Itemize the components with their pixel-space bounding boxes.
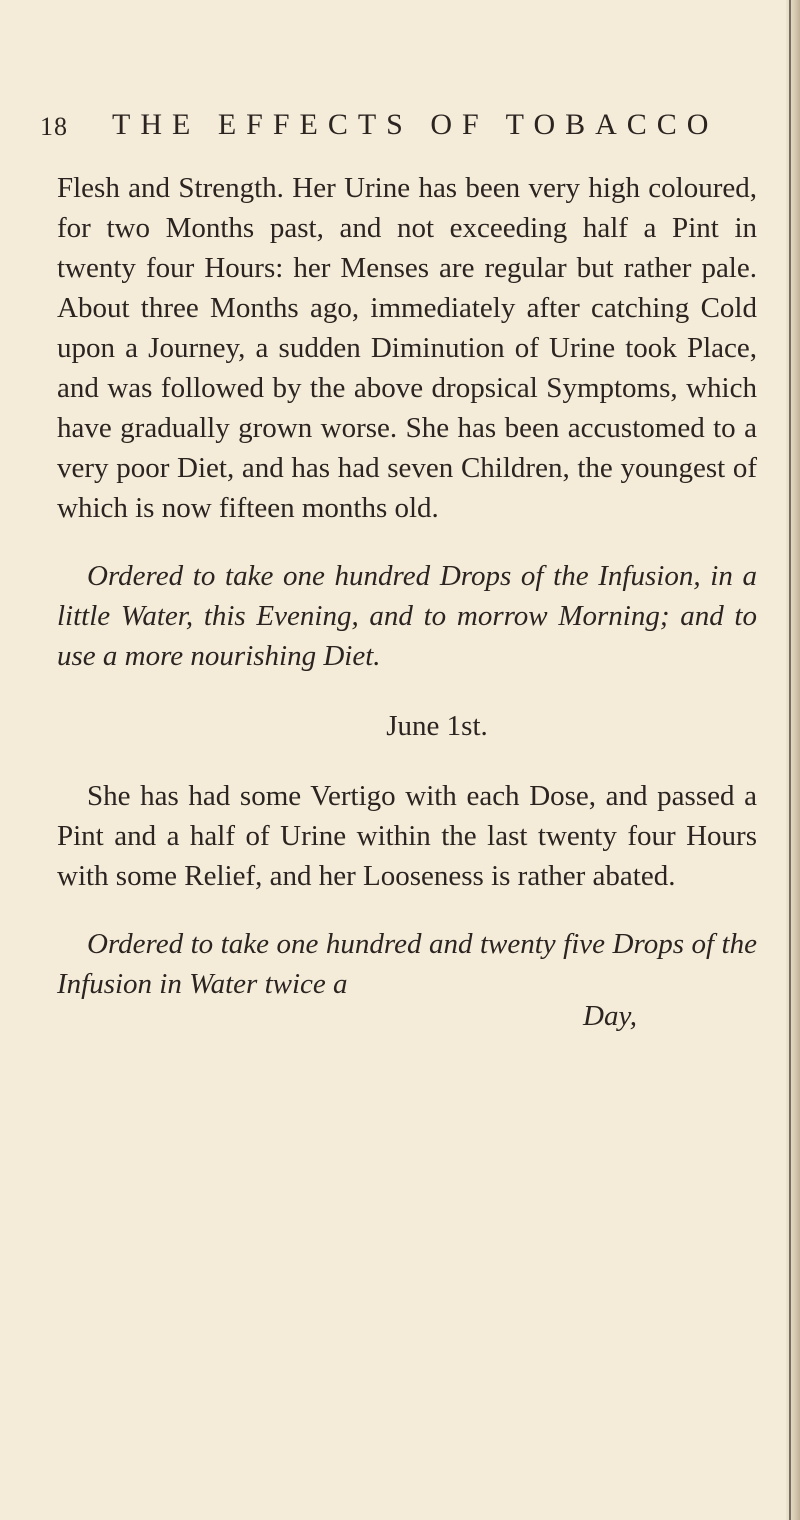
running-title: THE EFFECTS OF TOBACCO: [112, 108, 719, 141]
paragraph-order-2: Ordered to take one hundred and twenty five Drops of the Infusion in Water twice a: [57, 928, 757, 1000]
page-edge-line: [789, 0, 791, 1520]
page-number: 18: [40, 112, 68, 141]
paragraph-case-history: Flesh and Strength. Her Urine has been very high coloured, for two Months past, and not exceeding half a Pint in twenty four Hours: her Menses are regular but rather pale. About three Months ago, immediately after catching Cold upon a Journey, a sudden Diminution of Urine took Place, and was followed by the above dropsical Symptoms, which have gradually grown worse. She has been accustomed to a very poor Diet, and has had seven Children, the youngest of which is now fifteen months old.: [57, 172, 757, 524]
paragraph-order-1: Ordered to take one hundred Drops of the Infusion, in a little Water, this Evening, and to morrow Morning; and to use a more nourishing Diet.: [57, 560, 757, 672]
paragraph-progress: She has had some Vertigo with each Dose, and passed a Pint and a half of Urine within the last twenty four Hours with some Relief, and her Looseness is rather abated.: [57, 780, 757, 892]
date-heading: June 1st.: [386, 710, 488, 742]
running-header: [40, 108, 760, 148]
catchword: Day,: [583, 1000, 637, 1032]
page-body: [57, 168, 757, 1036]
